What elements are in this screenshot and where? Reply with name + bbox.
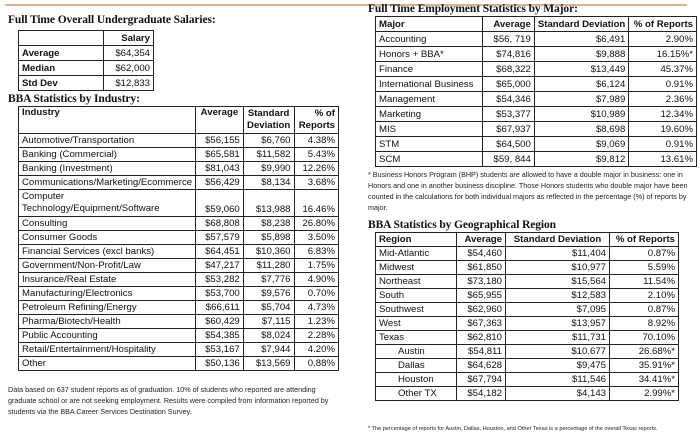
industry-sd: $8,024 bbox=[243, 329, 294, 343]
industry-name bbox=[19, 134, 196, 148]
region-note: * The percentage of reports for Austin, Dallas, Houston, and Other Texas is a percentage of the overall Texas reports. bbox=[368, 426, 658, 432]
stat-value: $62,000 bbox=[104, 61, 154, 76]
table-row bbox=[19, 162, 339, 176]
region-avg: $54,460 bbox=[457, 247, 506, 261]
region-name: Northeast bbox=[376, 275, 457, 289]
region-name: Midwest bbox=[376, 261, 457, 275]
table-row bbox=[19, 76, 154, 91]
region-sd: $7,095 bbox=[506, 303, 610, 317]
table-row bbox=[19, 315, 339, 329]
table-row bbox=[376, 303, 679, 317]
table-row bbox=[19, 301, 339, 315]
major-sd: $9,069 bbox=[534, 137, 628, 152]
industry-table bbox=[18, 106, 339, 371]
pct-header: % of Reports bbox=[629, 17, 697, 32]
table-row bbox=[376, 122, 697, 137]
region-pct: 11.54% bbox=[610, 275, 679, 289]
region-sd: $10,977 bbox=[506, 261, 610, 275]
major-header: Major bbox=[376, 17, 483, 32]
industry-avg: $56,155 bbox=[196, 134, 244, 148]
table-row bbox=[19, 46, 154, 61]
industry-pct: 16.46% bbox=[294, 190, 339, 217]
industry-name-text: Consumer Goods bbox=[22, 231, 98, 243]
region-sd: $11,731 bbox=[506, 331, 610, 345]
major-name: Management bbox=[376, 92, 483, 107]
major-pct: 0.91% bbox=[629, 137, 697, 152]
industry-sd: $13,569 bbox=[243, 357, 294, 371]
industry-sd: $6,760 bbox=[243, 134, 294, 148]
major-pct: 2.36% bbox=[629, 92, 697, 107]
pct-header-line2: Reports bbox=[298, 120, 335, 131]
region-avg: $73,180 bbox=[457, 275, 506, 289]
table-row bbox=[376, 107, 697, 122]
major-sd: $8,698 bbox=[534, 122, 628, 137]
table-row bbox=[376, 345, 679, 359]
region-name: Other TX bbox=[376, 387, 457, 401]
region-avg: $62,960 bbox=[457, 303, 506, 317]
major-name: STM bbox=[376, 137, 483, 152]
table-row bbox=[19, 148, 339, 162]
region-name: Southwest bbox=[376, 303, 457, 317]
header-rule bbox=[5, 4, 687, 6]
industry-name bbox=[19, 148, 196, 162]
table-row bbox=[376, 137, 697, 152]
region-sd: $4,143 bbox=[506, 387, 610, 401]
industry-sd: $8,238 bbox=[243, 217, 294, 231]
table-row bbox=[19, 176, 339, 190]
major-sd: $6,124 bbox=[534, 77, 628, 92]
major-pct: 0.91% bbox=[629, 77, 697, 92]
industry-name-text: Computer bbox=[22, 191, 65, 202]
industry-avg: $53,700 bbox=[196, 287, 244, 301]
region-avg: $61,850 bbox=[457, 261, 506, 275]
major-sd: $9,888 bbox=[534, 47, 628, 62]
region-name: Austin bbox=[376, 345, 457, 359]
industry-pct: 4.38% bbox=[294, 134, 339, 148]
table-row bbox=[19, 357, 339, 371]
region-pct: 70.10% bbox=[610, 331, 679, 345]
region-name: West bbox=[376, 317, 457, 331]
region-avg: $65,955 bbox=[457, 289, 506, 303]
table-row bbox=[19, 245, 339, 259]
region-avg: $67,794 bbox=[457, 373, 506, 387]
table-row bbox=[19, 259, 339, 273]
pct-header-line1: % of bbox=[314, 108, 335, 119]
table-row bbox=[376, 247, 679, 261]
industry-name-text: Banking (Commercial) bbox=[22, 148, 117, 160]
industry-sd: $5,704 bbox=[243, 301, 294, 315]
average-header: Average bbox=[196, 107, 244, 134]
stat-value: $12,833 bbox=[104, 76, 154, 91]
industry-name bbox=[19, 245, 196, 259]
industry-name-text: Public Accounting bbox=[22, 329, 98, 341]
region-pct: 2.99%* bbox=[610, 387, 679, 401]
table-row bbox=[376, 152, 697, 167]
region-sd: $11,404 bbox=[506, 247, 610, 261]
industry-avg: $47,217 bbox=[196, 259, 244, 273]
industry-pct: 3.68% bbox=[294, 176, 339, 190]
table-row bbox=[376, 77, 697, 92]
industry-sd: $11,280 bbox=[243, 259, 294, 273]
industry-name-text: Financial Services (excl banks) bbox=[22, 245, 155, 257]
major-avg: $54,346 bbox=[482, 92, 534, 107]
stat-value: $64,354 bbox=[104, 46, 154, 61]
industry-avg: $60,429 bbox=[196, 315, 244, 329]
major-table bbox=[375, 16, 697, 167]
major-sd: $6,491 bbox=[534, 32, 628, 47]
industry-pct: 6.83% bbox=[294, 245, 339, 259]
table-row bbox=[19, 231, 339, 245]
table-row bbox=[376, 331, 679, 345]
industry-name bbox=[19, 273, 196, 287]
region-pct: 2.10% bbox=[610, 289, 679, 303]
industry-header: Industry bbox=[19, 107, 196, 134]
region-sd: $9,475 bbox=[506, 359, 610, 373]
table-row bbox=[19, 287, 339, 301]
industry-name-text: Retail/Entertainment/Hospitality bbox=[22, 343, 156, 355]
sd-header-line1: Standard bbox=[247, 108, 290, 119]
region-avg: $62,810 bbox=[457, 331, 506, 345]
major-pct: 2.90% bbox=[629, 32, 697, 47]
region-name: Mid-Atlantic bbox=[376, 247, 457, 261]
region-pct: 35.91%* bbox=[610, 359, 679, 373]
region-avg: $67,363 bbox=[457, 317, 506, 331]
major-sd: $9,812 bbox=[534, 152, 628, 167]
industry-name bbox=[19, 301, 196, 315]
region-name: Texas bbox=[376, 331, 457, 345]
industry-pct: 1.23% bbox=[294, 315, 339, 329]
industry-sd: $5,898 bbox=[243, 231, 294, 245]
major-avg: $74,816 bbox=[482, 47, 534, 62]
industry-name-text: Banking (Investment) bbox=[22, 162, 113, 174]
sd-header-line2: Deviation bbox=[247, 120, 291, 131]
industry-name bbox=[19, 217, 196, 231]
industry-name bbox=[19, 329, 196, 343]
industry-sd: $7,776 bbox=[243, 273, 294, 287]
industry-name bbox=[19, 162, 196, 176]
region-sd: $10,677 bbox=[506, 345, 610, 359]
table-row bbox=[376, 92, 697, 107]
region-avg: $54,182 bbox=[457, 387, 506, 401]
industry-avg: $68,808 bbox=[196, 217, 244, 231]
industry-avg: $56,429 bbox=[196, 176, 244, 190]
major-title: Full Time Employment Statistics by Major: bbox=[368, 3, 578, 15]
industry-name-text: Pharma/Biotech/Health bbox=[22, 315, 121, 327]
industry-pct: 4.90% bbox=[294, 273, 339, 287]
industry-name-text: Consulting bbox=[22, 217, 68, 229]
region-title: BBA Statistics by Geographical Region bbox=[368, 219, 556, 231]
industry-name bbox=[19, 357, 196, 371]
table-row bbox=[376, 317, 679, 331]
region-pct: 34.41%* bbox=[610, 373, 679, 387]
industry-pct: 2.28% bbox=[294, 329, 339, 343]
major-avg: $68,322 bbox=[482, 62, 534, 77]
sd-header: Standard Deviation bbox=[534, 17, 628, 32]
table-row bbox=[376, 359, 679, 373]
industry-name bbox=[19, 315, 196, 329]
industry-avg: $65,581 bbox=[196, 148, 244, 162]
industry-avg: $50,136 bbox=[196, 357, 244, 371]
industry-pct: 4.73% bbox=[294, 301, 339, 315]
industry-name bbox=[19, 343, 196, 357]
table-row bbox=[376, 387, 679, 401]
major-avg: $67,937 bbox=[482, 122, 534, 137]
industry-avg: $59,060 bbox=[196, 190, 244, 217]
industry-name-text: Government/Non-Profit/Law bbox=[22, 259, 141, 271]
industry-pct: 3.50% bbox=[294, 231, 339, 245]
industry-avg: $53,282 bbox=[196, 273, 244, 287]
industry-sd: $8,134 bbox=[243, 176, 294, 190]
industry-pct: 26.80% bbox=[294, 217, 339, 231]
major-avg: $53,377 bbox=[482, 107, 534, 122]
industry-name-text: Petroleum Refining/Energy bbox=[22, 301, 137, 313]
average-header: Average bbox=[457, 233, 506, 247]
major-name: MIS bbox=[376, 122, 483, 137]
table-row bbox=[376, 62, 697, 77]
sd-header: Standard Deviation bbox=[506, 233, 610, 247]
major-name: Marketing bbox=[376, 107, 483, 122]
region-header: Region bbox=[376, 233, 457, 247]
industry-pct: 12.26% bbox=[294, 162, 339, 176]
major-pct: 16.15%* bbox=[629, 47, 697, 62]
major-sd: $13,449 bbox=[534, 62, 628, 77]
industry-sd: $10,360 bbox=[243, 245, 294, 259]
stat-label: Average bbox=[19, 46, 104, 61]
industry-avg: $54,385 bbox=[196, 329, 244, 343]
region-avg: $54,811 bbox=[457, 345, 506, 359]
table-header-row bbox=[19, 31, 154, 46]
table-row bbox=[19, 329, 339, 343]
industry-name bbox=[19, 231, 196, 245]
industry-name-text: Other bbox=[22, 357, 46, 369]
major-avg: $64,500 bbox=[482, 137, 534, 152]
industry-pct: 0.70% bbox=[294, 287, 339, 301]
industry-name-text: Insurance/Real Estate bbox=[22, 273, 117, 285]
pct-header bbox=[294, 107, 339, 134]
industry-avg: $64,451 bbox=[196, 245, 244, 259]
region-name: South bbox=[376, 289, 457, 303]
region-sd: $15,564 bbox=[506, 275, 610, 289]
industry-avg: $66,611 bbox=[196, 301, 244, 315]
major-name: SCM bbox=[376, 152, 483, 167]
major-name: Honors + BBA* bbox=[376, 47, 483, 62]
industry-pct: 4.20% bbox=[294, 343, 339, 357]
major-pct: 12.34% bbox=[629, 107, 697, 122]
industry-name bbox=[19, 190, 196, 217]
table-row bbox=[19, 190, 339, 217]
industry-sd: $7,944 bbox=[243, 343, 294, 357]
table-row bbox=[376, 32, 697, 47]
major-name: Finance bbox=[376, 62, 483, 77]
industry-sd: $7,115 bbox=[243, 315, 294, 329]
major-sd: $7,989 bbox=[534, 92, 628, 107]
industry-name-text-line2: Technology/Equipment/Software bbox=[22, 203, 160, 214]
industry-pct: 5.43% bbox=[294, 148, 339, 162]
sd-header bbox=[243, 107, 294, 134]
table-row bbox=[376, 289, 679, 303]
industry-note: Data based on 637 student reports as of graduation. 10% of students who reported are attending graduate school or are not seeking employment. Results were compiled from information reported by students via the BBA Career Services Destination Survey. bbox=[8, 385, 329, 416]
salary-header: Salary bbox=[104, 31, 154, 46]
table-row bbox=[19, 273, 339, 287]
industry-name bbox=[19, 259, 196, 273]
industry-name-text: Communications/Marketing/Ecommerce bbox=[22, 176, 193, 188]
table-row bbox=[19, 61, 154, 76]
stat-label: Std Dev bbox=[19, 76, 104, 91]
industry-avg: $81,043 bbox=[196, 162, 244, 176]
industry-pct: 1.75% bbox=[294, 259, 339, 273]
industry-name bbox=[19, 287, 196, 301]
industry-pct: 0.88% bbox=[294, 357, 339, 371]
table-header-row bbox=[376, 233, 679, 247]
industry-sd: $11,582 bbox=[243, 148, 294, 162]
region-sd: $11,546 bbox=[506, 373, 610, 387]
region-table bbox=[375, 232, 679, 401]
region-sd: $13,957 bbox=[506, 317, 610, 331]
region-pct: 26.68%* bbox=[610, 345, 679, 359]
pct-header: % of Reports bbox=[610, 233, 679, 247]
major-sd: $10,989 bbox=[534, 107, 628, 122]
table-row bbox=[19, 343, 339, 357]
table-row bbox=[376, 373, 679, 387]
overall-salaries-table bbox=[18, 30, 154, 91]
average-header: Average bbox=[482, 17, 534, 32]
industry-sd: $13,988 bbox=[243, 190, 294, 217]
industry-name bbox=[19, 176, 196, 190]
industry-name-text: Automotive/Transportation bbox=[22, 134, 135, 146]
region-avg: $64,628 bbox=[457, 359, 506, 373]
industry-name-text: Manufacturing/Electronics bbox=[22, 287, 133, 299]
table-header-row bbox=[376, 17, 697, 32]
region-pct: 0.87% bbox=[610, 303, 679, 317]
table-row bbox=[376, 47, 697, 62]
region-pct: 8.92% bbox=[610, 317, 679, 331]
industry-sd: $9,990 bbox=[243, 162, 294, 176]
major-pct: 13.61% bbox=[629, 152, 697, 167]
major-pct: 45.37% bbox=[629, 62, 697, 77]
major-pct: 19.60% bbox=[629, 122, 697, 137]
table-row bbox=[19, 217, 339, 231]
region-name: Dallas bbox=[376, 359, 457, 373]
overall-salaries-title: Full Time Overall Undergraduate Salaries: bbox=[8, 14, 216, 26]
major-name: Accounting bbox=[376, 32, 483, 47]
table-row bbox=[376, 275, 679, 289]
major-avg: $65,000 bbox=[482, 77, 534, 92]
major-name: International Business bbox=[376, 77, 483, 92]
major-note: * Business Honors Program (BHP) students are allowed to have a double major in business: one in Honors and one in another business discipline. Those Honors students who double major have been counted in the calculations for both individual majors as reflected in the percentage (%) of reports by major. bbox=[368, 170, 688, 212]
industry-avg: $53,167 bbox=[196, 343, 244, 357]
major-avg: $59, 844 bbox=[482, 152, 534, 167]
table-row bbox=[376, 261, 679, 275]
region-name: Houston bbox=[376, 373, 457, 387]
industry-sd: $9,576 bbox=[243, 287, 294, 301]
region-pct: 5.59% bbox=[610, 261, 679, 275]
region-pct: 0.87% bbox=[610, 247, 679, 261]
major-avg: $56, 719 bbox=[482, 32, 534, 47]
industry-title: BBA Statistics by Industry: bbox=[8, 93, 140, 105]
industry-avg: $57,579 bbox=[196, 231, 244, 245]
table-header-row bbox=[19, 107, 339, 134]
table-row bbox=[19, 134, 339, 148]
region-sd: $12,583 bbox=[506, 289, 610, 303]
stat-label: Median bbox=[19, 61, 104, 76]
